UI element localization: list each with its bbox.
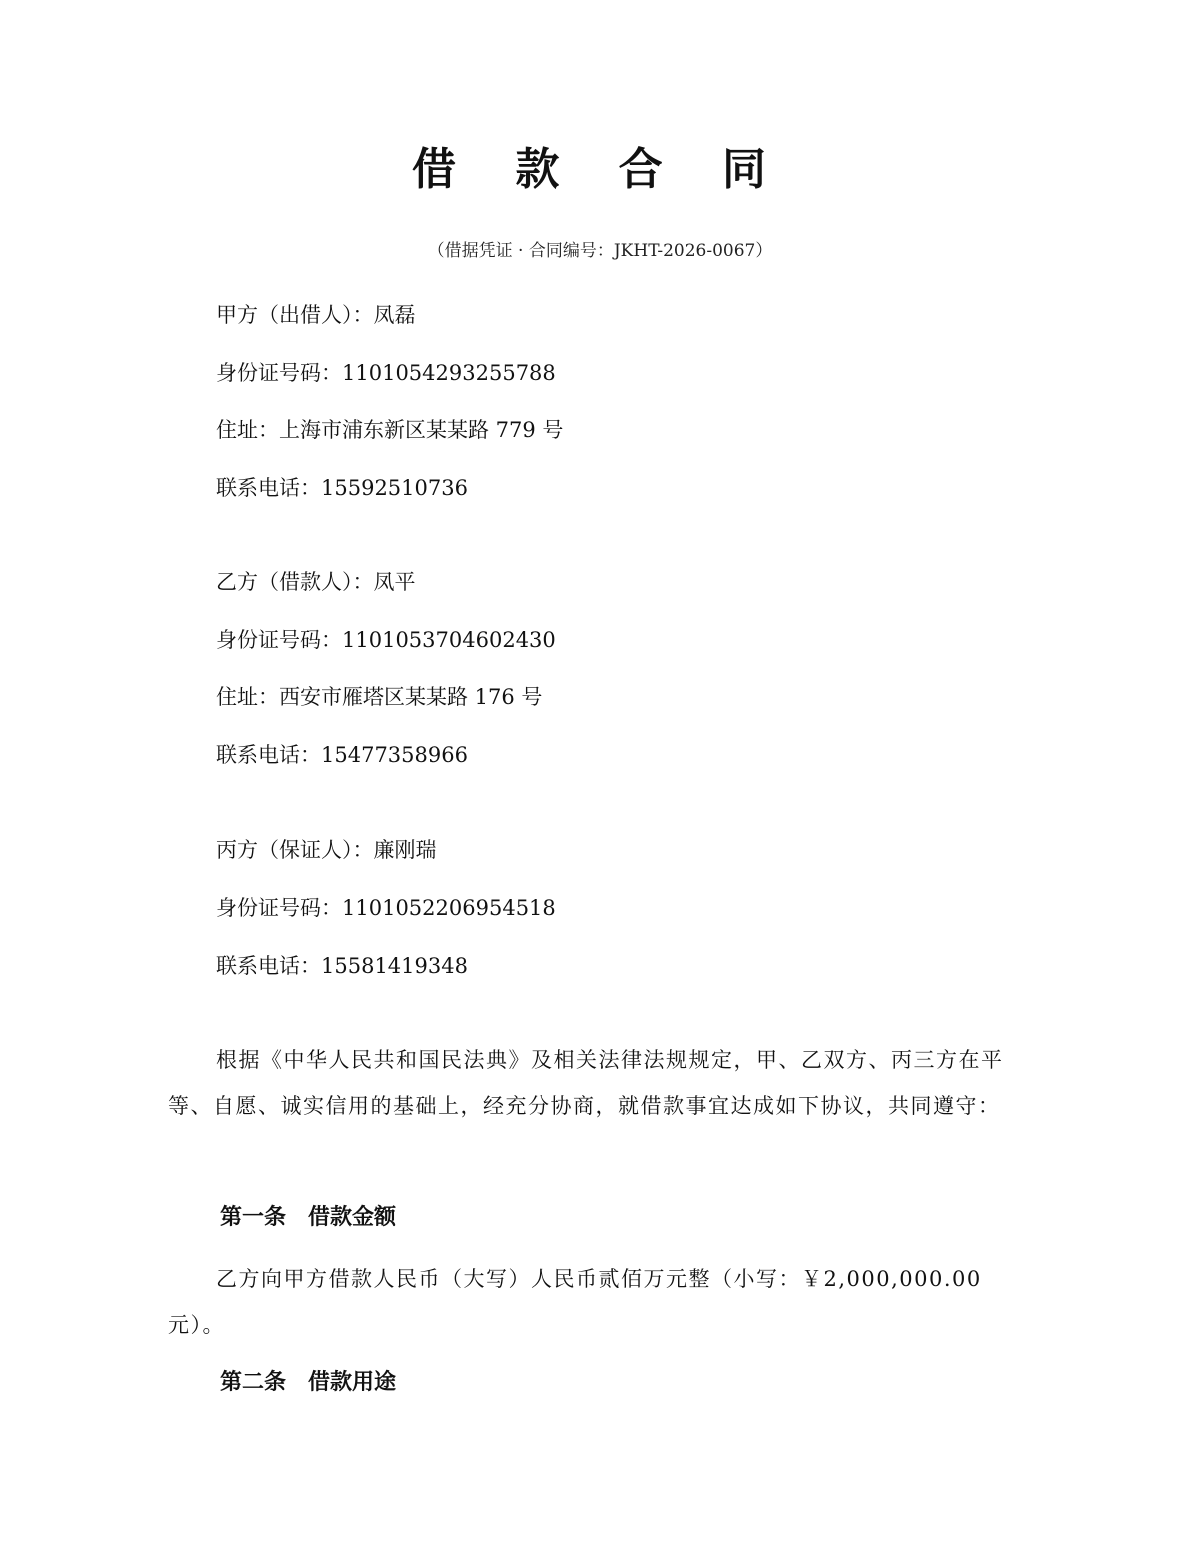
- party-b-phone: 联系电话：15477358966: [216, 743, 468, 767]
- article-1-number: 第一条: [220, 1205, 287, 1230]
- article-2-number: 第二条: [220, 1370, 287, 1395]
- article-1-title: 借款金额: [308, 1205, 397, 1230]
- article-2-title: 借款用途: [308, 1370, 397, 1395]
- party-c-heading: 丙方（保证人）：廉刚瑞: [216, 838, 437, 862]
- party-b-address: 住址：西安市雁塔区某某路 176 号: [216, 685, 543, 709]
- article-2-heading: [220, 1368, 396, 1398]
- party-b-heading: 乙方（借款人）：凤平: [216, 570, 416, 594]
- document-title: 借 款 合 同: [412, 144, 788, 195]
- party-b-id: 身份证号码：1101053704602430: [216, 628, 556, 652]
- party-a-id: 身份证号码：1101054293255788: [216, 361, 556, 385]
- party-a-phone: 联系电话：15592510736: [216, 476, 468, 500]
- party-c-id: 身份证号码：1101052206954518: [216, 896, 556, 920]
- article-1-body: 乙方向甲方借款人民币（大写）人民币贰佰万元整（小写：￥2,000,000.00元）。: [168, 1267, 982, 1337]
- party-a-address: 住址：上海市浦东新区某某路 779 号: [216, 418, 564, 442]
- preamble-paragraph: 根据《中华人民共和国民法典》及相关法律法规规定，甲、乙双方、丙三方在平等、自愿、诚实信用的基础上，经充分协商，就借款事宜达成如下协议，共同遵守：: [168, 1048, 1004, 1118]
- contract-number-subtitle: （借据凭证 · 合同编号：JKHT-2026-0067）: [427, 241, 773, 261]
- article-1-heading: [220, 1203, 396, 1233]
- party-c-phone: 联系电话：15581419348: [216, 954, 468, 978]
- party-a-heading: 甲方（出借人）：凤磊: [216, 303, 416, 327]
